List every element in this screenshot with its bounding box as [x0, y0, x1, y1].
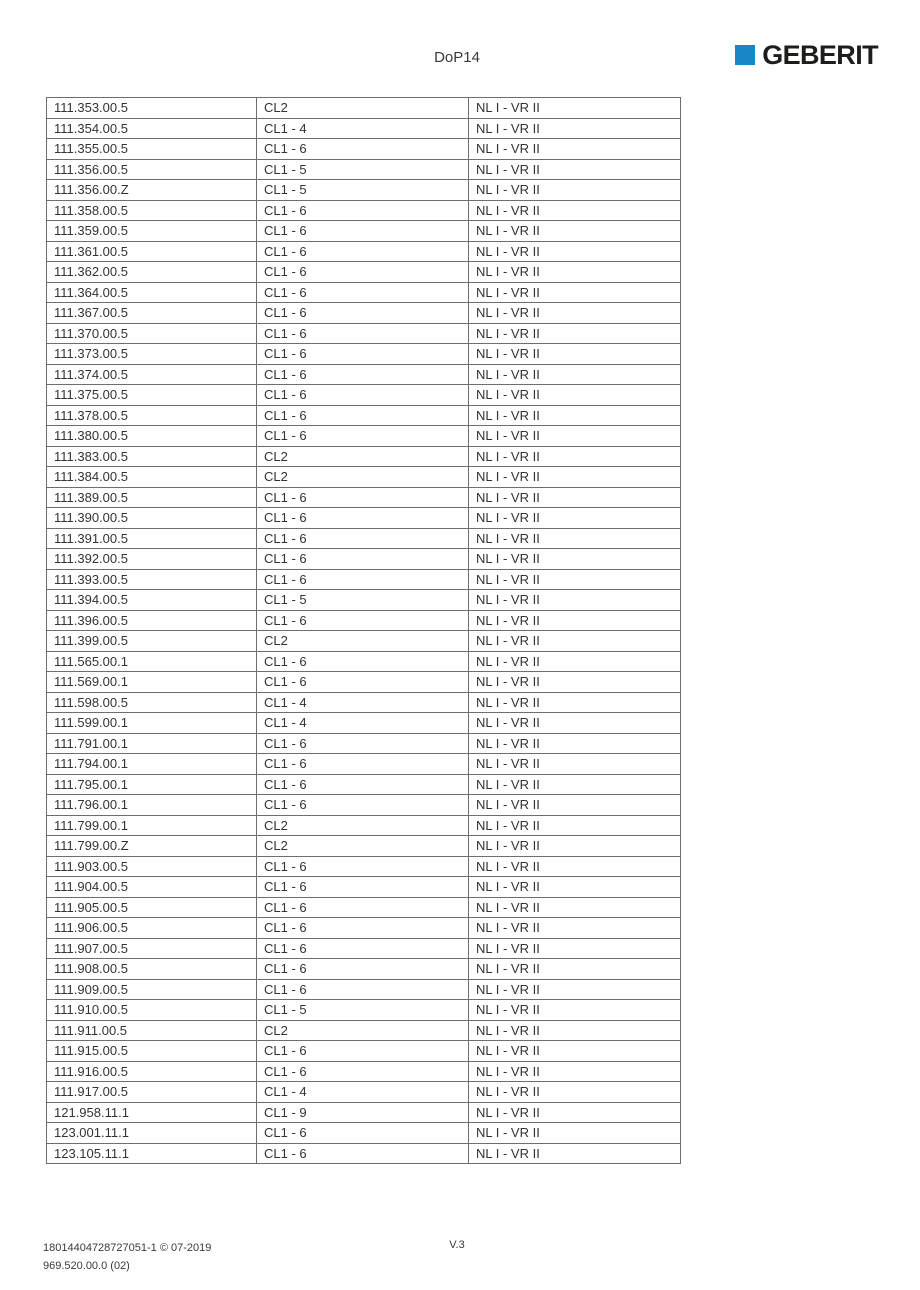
table-row: [47, 426, 681, 447]
article-number-cell: 111.907.00.5: [47, 938, 257, 959]
article-number-cell: 111.796.00.1: [47, 795, 257, 816]
approval-zone-cell: NL I - VR II: [469, 159, 681, 180]
class-cell: CL1 - 6: [257, 528, 469, 549]
class-cell: CL1 - 6: [257, 549, 469, 570]
approval-zone-cell: NL I - VR II: [469, 836, 681, 857]
table-row: [47, 159, 681, 180]
article-number-cell: 111.565.00.1: [47, 651, 257, 672]
article-number-cell: 111.355.00.5: [47, 139, 257, 160]
logo-brand-text: GEBERIT: [762, 40, 878, 70]
table-row: [47, 323, 681, 344]
class-cell: CL1 - 6: [257, 959, 469, 980]
approval-zone-cell: NL I - VR II: [469, 569, 681, 590]
approval-zone-cell: NL I - VR II: [469, 979, 681, 1000]
article-number-cell: 111.362.00.5: [47, 262, 257, 283]
article-number-cell: 111.367.00.5: [47, 303, 257, 324]
article-number-cell: 111.598.00.5: [47, 692, 257, 713]
article-number-cell: 111.361.00.5: [47, 241, 257, 262]
class-cell: CL1 - 6: [257, 282, 469, 303]
table-row: [47, 139, 681, 160]
table-row: [47, 385, 681, 406]
approval-zone-cell: NL I - VR II: [469, 918, 681, 939]
table-row: [47, 1020, 681, 1041]
class-cell: CL1 - 6: [257, 918, 469, 939]
table-row: [47, 262, 681, 283]
table-row: [47, 1000, 681, 1021]
class-cell: CL1 - 6: [257, 733, 469, 754]
article-number-cell: 111.374.00.5: [47, 364, 257, 385]
article-number-cell: 111.354.00.5: [47, 118, 257, 139]
table-row: [47, 815, 681, 836]
approval-zone-cell: NL I - VR II: [469, 385, 681, 406]
class-cell: CL1 - 6: [257, 610, 469, 631]
approval-zone-cell: NL I - VR II: [469, 877, 681, 898]
table-row: [47, 651, 681, 672]
approval-zone-cell: NL I - VR II: [469, 467, 681, 488]
class-cell: CL1 - 6: [257, 1061, 469, 1082]
page-title: DoP14: [434, 49, 480, 66]
article-number-cell: 111.364.00.5: [47, 282, 257, 303]
class-cell: CL1 - 6: [257, 426, 469, 447]
article-number-cell: 111.373.00.5: [47, 344, 257, 365]
dop-table: [46, 97, 681, 1164]
article-number-cell: 111.569.00.1: [47, 672, 257, 693]
class-cell: CL1 - 6: [257, 795, 469, 816]
approval-zone-cell: NL I - VR II: [469, 200, 681, 221]
class-cell: CL2: [257, 815, 469, 836]
approval-zone-cell: NL I - VR II: [469, 774, 681, 795]
approval-zone-cell: NL I - VR II: [469, 610, 681, 631]
article-number-cell: 111.799.00.Z: [47, 836, 257, 857]
approval-zone-cell: NL I - VR II: [469, 1000, 681, 1021]
table-row: [47, 303, 681, 324]
class-cell: CL1 - 6: [257, 508, 469, 529]
article-number-cell: 111.791.00.1: [47, 733, 257, 754]
article-number-cell: 121.958.11.1: [47, 1102, 257, 1123]
approval-zone-cell: NL I - VR II: [469, 692, 681, 713]
article-number-cell: 111.393.00.5: [47, 569, 257, 590]
article-number-cell: 111.375.00.5: [47, 385, 257, 406]
table-row: [47, 1082, 681, 1103]
table-row: [47, 1061, 681, 1082]
approval-zone-cell: NL I - VR II: [469, 241, 681, 262]
approval-zone-cell: NL I - VR II: [469, 754, 681, 775]
article-number-cell: 111.799.00.1: [47, 815, 257, 836]
class-cell: CL1 - 6: [257, 200, 469, 221]
table-row: [47, 918, 681, 939]
table-row: [47, 221, 681, 242]
approval-zone-cell: NL I - VR II: [469, 1082, 681, 1103]
class-cell: CL2: [257, 446, 469, 467]
class-cell: CL1 - 6: [257, 569, 469, 590]
table-row: [47, 1123, 681, 1144]
article-number-cell: 111.392.00.5: [47, 549, 257, 570]
approval-zone-cell: NL I - VR II: [469, 323, 681, 344]
table-row: [47, 528, 681, 549]
approval-zone-cell: NL I - VR II: [469, 303, 681, 324]
article-number-cell: 111.908.00.5: [47, 959, 257, 980]
table-row: [47, 979, 681, 1000]
article-number-cell: 111.915.00.5: [47, 1041, 257, 1062]
approval-zone-cell: NL I - VR II: [469, 508, 681, 529]
class-cell: CL1 - 6: [257, 487, 469, 508]
approval-zone-cell: NL I - VR II: [469, 1123, 681, 1144]
article-number-cell: 111.909.00.5: [47, 979, 257, 1000]
table-row: [47, 1102, 681, 1123]
table-row: [47, 877, 681, 898]
class-cell: CL1 - 5: [257, 159, 469, 180]
dop-table-body: [47, 98, 681, 1164]
table-row: [47, 508, 681, 529]
class-cell: CL1 - 6: [257, 344, 469, 365]
class-cell: CL1 - 5: [257, 180, 469, 201]
class-cell: CL1 - 6: [257, 1123, 469, 1144]
approval-zone-cell: NL I - VR II: [469, 221, 681, 242]
class-cell: CL1 - 6: [257, 979, 469, 1000]
article-number-cell: 111.911.00.5: [47, 1020, 257, 1041]
table-row: [47, 180, 681, 201]
table-row: [47, 200, 681, 221]
approval-zone-cell: NL I - VR II: [469, 1061, 681, 1082]
table-row: [47, 856, 681, 877]
class-cell: CL1 - 6: [257, 897, 469, 918]
article-number-cell: 111.391.00.5: [47, 528, 257, 549]
class-cell: CL1 - 9: [257, 1102, 469, 1123]
article-number-cell: 111.380.00.5: [47, 426, 257, 447]
approval-zone-cell: NL I - VR II: [469, 959, 681, 980]
class-cell: CL2: [257, 98, 469, 119]
approval-zone-cell: NL I - VR II: [469, 815, 681, 836]
table-row: [47, 549, 681, 570]
logo-square-icon: [735, 45, 755, 65]
class-cell: CL1 - 6: [257, 221, 469, 242]
footer-line2: 969.520.00.0 (02): [43, 1260, 130, 1272]
article-number-cell: 111.599.00.1: [47, 713, 257, 734]
footer-line1: 18014404728727051-1 © 07-2019: [43, 1242, 212, 1254]
class-cell: CL2: [257, 1020, 469, 1041]
class-cell: CL1 - 6: [257, 877, 469, 898]
table-row: [47, 959, 681, 980]
class-cell: CL1 - 6: [257, 364, 469, 385]
article-number-cell: 111.904.00.5: [47, 877, 257, 898]
class-cell: CL1 - 4: [257, 118, 469, 139]
approval-zone-cell: NL I - VR II: [469, 713, 681, 734]
table-row: [47, 631, 681, 652]
class-cell: CL2: [257, 836, 469, 857]
class-cell: CL1 - 6: [257, 938, 469, 959]
table-row: [47, 938, 681, 959]
article-number-cell: 123.001.11.1: [47, 1123, 257, 1144]
approval-zone-cell: NL I - VR II: [469, 672, 681, 693]
table-row: [47, 282, 681, 303]
approval-zone-cell: NL I - VR II: [469, 795, 681, 816]
article-number-cell: 111.356.00.Z: [47, 180, 257, 201]
article-number-cell: 111.378.00.5: [47, 405, 257, 426]
article-number-cell: 111.370.00.5: [47, 323, 257, 344]
article-number-cell: 111.383.00.5: [47, 446, 257, 467]
class-cell: CL1 - 4: [257, 692, 469, 713]
class-cell: CL1 - 6: [257, 405, 469, 426]
class-cell: CL1 - 6: [257, 303, 469, 324]
class-cell: CL1 - 6: [257, 856, 469, 877]
class-cell: CL1 - 6: [257, 672, 469, 693]
table-row: [47, 241, 681, 262]
class-cell: CL1 - 6: [257, 1143, 469, 1164]
approval-zone-cell: NL I - VR II: [469, 282, 681, 303]
article-number-cell: 111.906.00.5: [47, 918, 257, 939]
class-cell: CL1 - 6: [257, 385, 469, 406]
approval-zone-cell: NL I - VR II: [469, 364, 681, 385]
table-row: [47, 713, 681, 734]
article-number-cell: 111.794.00.1: [47, 754, 257, 775]
article-number-cell: 111.389.00.5: [47, 487, 257, 508]
approval-zone-cell: NL I - VR II: [469, 651, 681, 672]
table-row: [47, 692, 681, 713]
table-row: [47, 795, 681, 816]
article-number-cell: 111.905.00.5: [47, 897, 257, 918]
table-row: [47, 1143, 681, 1164]
table-row: [47, 98, 681, 119]
approval-zone-cell: NL I - VR II: [469, 733, 681, 754]
table-row: [47, 364, 681, 385]
approval-zone-cell: NL I - VR II: [469, 139, 681, 160]
class-cell: CL1 - 6: [257, 139, 469, 160]
article-number-cell: 111.396.00.5: [47, 610, 257, 631]
approval-zone-cell: NL I - VR II: [469, 1020, 681, 1041]
approval-zone-cell: NL I - VR II: [469, 528, 681, 549]
approval-zone-cell: NL I - VR II: [469, 856, 681, 877]
class-cell: CL1 - 4: [257, 1082, 469, 1103]
article-number-cell: 111.358.00.5: [47, 200, 257, 221]
table-row: [47, 1041, 681, 1062]
approval-zone-cell: NL I - VR II: [469, 118, 681, 139]
table-row: [47, 774, 681, 795]
table-row: [47, 569, 681, 590]
class-cell: CL1 - 6: [257, 241, 469, 262]
approval-zone-cell: NL I - VR II: [469, 549, 681, 570]
approval-zone-cell: NL I - VR II: [469, 98, 681, 119]
class-cell: CL1 - 6: [257, 774, 469, 795]
approval-zone-cell: NL I - VR II: [469, 1143, 681, 1164]
class-cell: CL1 - 6: [257, 651, 469, 672]
class-cell: CL1 - 5: [257, 590, 469, 611]
table-row: [47, 610, 681, 631]
table-row: [47, 836, 681, 857]
article-number-cell: 111.903.00.5: [47, 856, 257, 877]
geberit-logo: [735, 40, 878, 70]
approval-zone-cell: NL I - VR II: [469, 405, 681, 426]
article-number-cell: 111.359.00.5: [47, 221, 257, 242]
approval-zone-cell: NL I - VR II: [469, 262, 681, 283]
table-row: [47, 344, 681, 365]
table-row: [47, 487, 681, 508]
table-row: [47, 897, 681, 918]
table-row: [47, 118, 681, 139]
approval-zone-cell: NL I - VR II: [469, 631, 681, 652]
approval-zone-cell: NL I - VR II: [469, 897, 681, 918]
approval-zone-cell: NL I - VR II: [469, 426, 681, 447]
approval-zone-cell: NL I - VR II: [469, 446, 681, 467]
footer-version: V.3: [449, 1239, 465, 1251]
article-number-cell: 111.795.00.1: [47, 774, 257, 795]
article-number-cell: 111.916.00.5: [47, 1061, 257, 1082]
class-cell: CL1 - 6: [257, 323, 469, 344]
class-cell: CL1 - 6: [257, 754, 469, 775]
article-number-cell: 111.917.00.5: [47, 1082, 257, 1103]
table-row: [47, 590, 681, 611]
class-cell: CL1 - 6: [257, 262, 469, 283]
class-cell: CL2: [257, 467, 469, 488]
approval-zone-cell: NL I - VR II: [469, 1102, 681, 1123]
table-row: [47, 754, 681, 775]
approval-zone-cell: NL I - VR II: [469, 344, 681, 365]
class-cell: CL1 - 4: [257, 713, 469, 734]
table-row: [47, 405, 681, 426]
article-number-cell: 111.910.00.5: [47, 1000, 257, 1021]
article-number-cell: 123.105.11.1: [47, 1143, 257, 1164]
article-number-cell: 111.353.00.5: [47, 98, 257, 119]
approval-zone-cell: NL I - VR II: [469, 180, 681, 201]
class-cell: CL1 - 5: [257, 1000, 469, 1021]
table-row: [47, 672, 681, 693]
approval-zone-cell: NL I - VR II: [469, 590, 681, 611]
class-cell: CL1 - 6: [257, 1041, 469, 1062]
class-cell: CL2: [257, 631, 469, 652]
article-number-cell: 111.384.00.5: [47, 467, 257, 488]
table-row: [47, 733, 681, 754]
table-row: [47, 467, 681, 488]
approval-zone-cell: NL I - VR II: [469, 1041, 681, 1062]
article-number-cell: 111.356.00.5: [47, 159, 257, 180]
table-row: [47, 446, 681, 467]
approval-zone-cell: NL I - VR II: [469, 938, 681, 959]
article-number-cell: 111.399.00.5: [47, 631, 257, 652]
article-number-cell: 111.390.00.5: [47, 508, 257, 529]
article-number-cell: 111.394.00.5: [47, 590, 257, 611]
approval-zone-cell: NL I - VR II: [469, 487, 681, 508]
